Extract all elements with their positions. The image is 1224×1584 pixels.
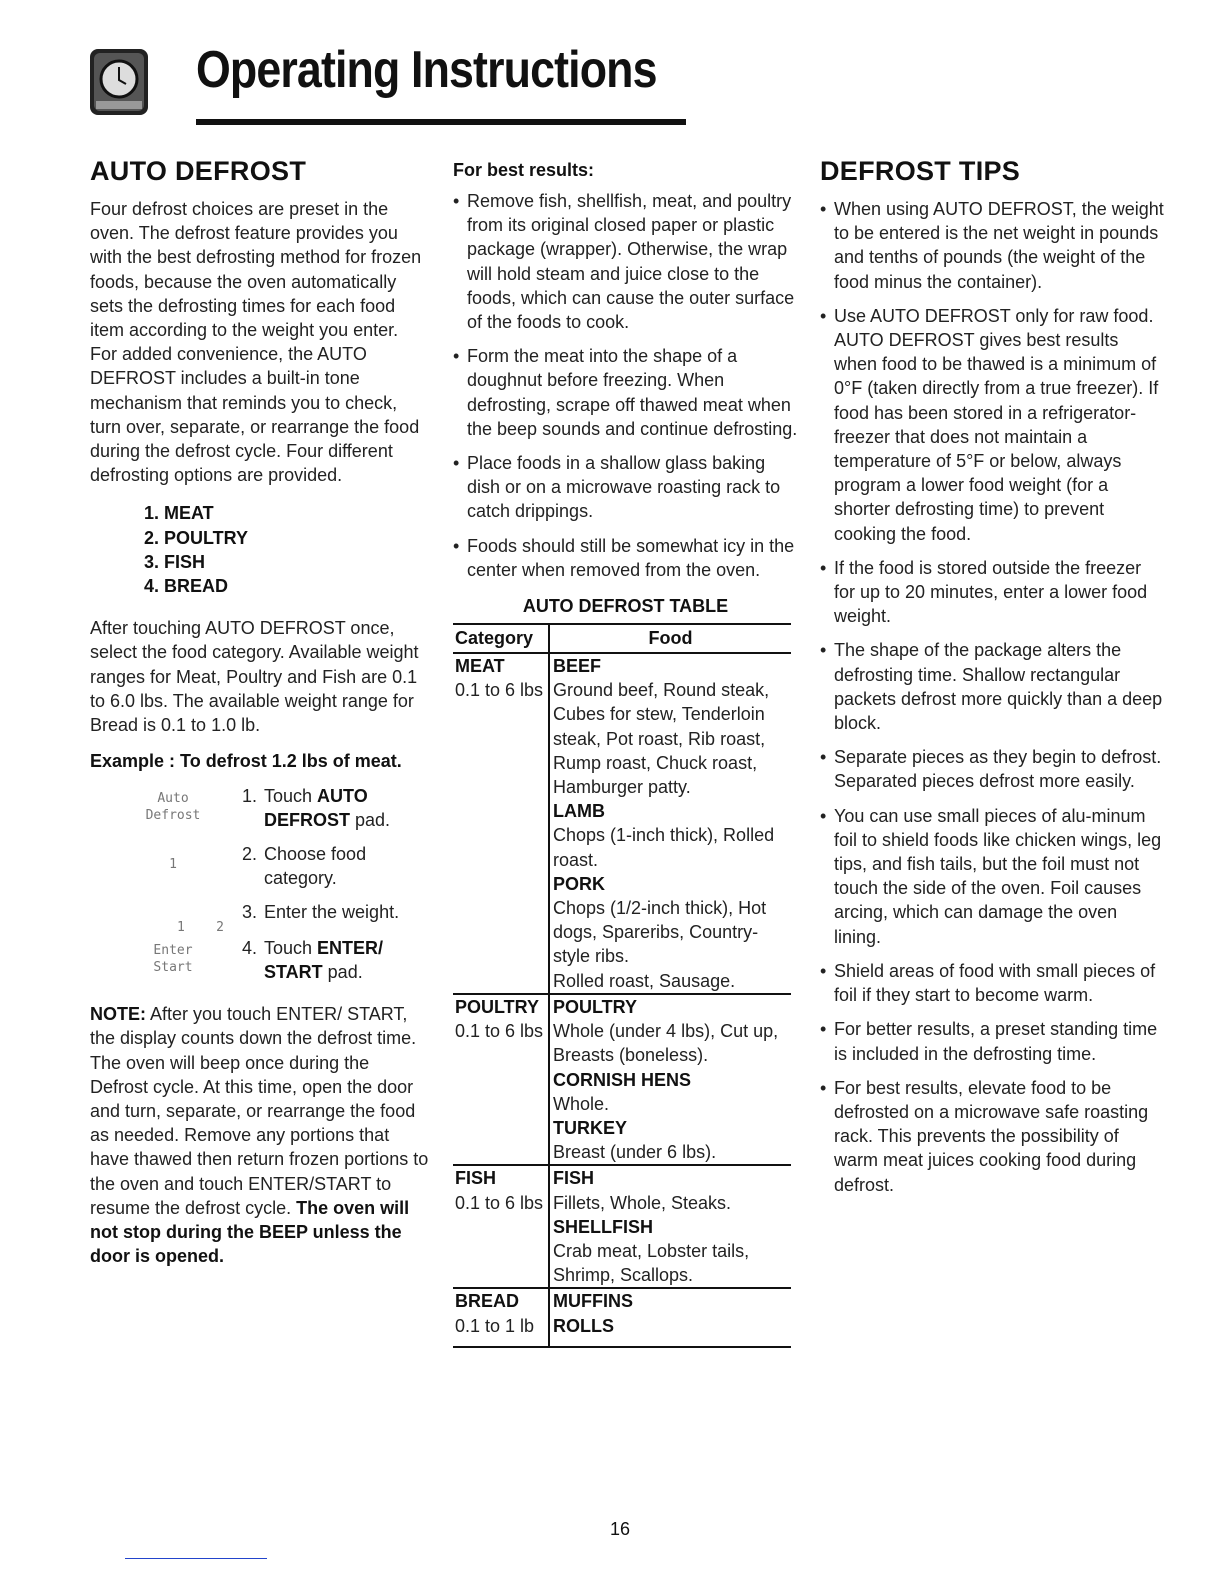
table-title: AUTO DEFROST TABLE xyxy=(522,596,729,617)
middle-column xyxy=(453,160,798,1348)
list-item: • Place foods in a shallow glass baking dish or on a microwave roasting rack to catch drippings. xyxy=(453,451,798,524)
category-name: BREAD xyxy=(455,1291,520,1312)
list-item: • Form the meat into the shape of a doughnut before freezing. When defrosting, scrape off thawed meat when the beep sounds and continue defrosting. xyxy=(453,344,798,441)
table-row: FISH 0.1 to 6 lbs FISH Fillets, Whole, Steaks. SHELLFISH Crab meat, Lobster tails, Shrimp, Scallops. xyxy=(453,1165,791,1288)
category-name: POULTRY xyxy=(455,996,539,1017)
step-text: 1. Touch AUTO DEFROST pad. xyxy=(242,786,391,831)
number-1-key-icon: 1 xyxy=(169,857,177,873)
category-item: 4. BREAD xyxy=(144,576,229,597)
list-item: • Use AUTO DEFROST only for raw food. AUTO DEFROST gives best results when food to be thawed is a minimum of 0°F (taken directly from a true freezer). If food has been stored in a refrigerator-freezer that does not maintain a temperature of 5°F or below, always program a lower food weight (for a shorter defrosting time) to prevent cooking the food. xyxy=(820,304,1165,546)
list-item: • If the food is stored outside the freezer for up to 20 minutes, enter a lower food weight. xyxy=(820,556,1165,629)
defrost-tips-list xyxy=(820,197,1165,1197)
intro-paragraph: Four defrost choices are preset in the oven. The defrost feature provides you with the best defrosting method for frozen foods, because the oven automatically sets the defrosting times for each food item according to the weight you enter. For added convenience, the AUTO DEFROST includes a built-in tone mechanism that reminds you to check, turn over, separate, or rearrange the food during the defrost cycle. Four different defrosting options are provided. xyxy=(90,199,422,486)
category-name: MEAT xyxy=(455,656,505,677)
list-item: • For better results, a preset standing time is included in the defrosting time. xyxy=(820,1017,1165,1065)
auto-defrost-key-icon: Auto Defrost xyxy=(145,791,201,824)
step-text: 3. Enter the weight. xyxy=(242,902,400,923)
category-item: 1. MEAT xyxy=(144,503,214,524)
weight-range: 0.1 to 6 lbs xyxy=(455,1021,544,1042)
weight-range: 0.1 to 6 lbs xyxy=(455,680,544,701)
table-row: MEAT 0.1 to 6 lbs BEEF Ground beef, Round steak, Cubes for stew, Tenderloin steak, Pot roast, Rib roast, Rump roast, Chuck roast, Hamburger patty. LAMB Chops (1-inch thick), Rolled roast. PORK Chops (1/2-inch thick), Hot dogs, Spareribs, Country-style ribs. Rolled roast, Sausage. xyxy=(453,653,791,994)
page-number: 16 xyxy=(609,1519,631,1539)
best-results-list xyxy=(453,189,798,582)
column-header: Category xyxy=(453,624,549,653)
step-text: 4. Touch ENTER/ START pad. xyxy=(242,938,384,983)
category-name: FISH xyxy=(455,1168,497,1189)
weight-range: 0.1 to 1 lb xyxy=(455,1315,535,1336)
list-item: • The shape of the package alters the defrosting time. Shallow rectangular packets defrost more quickly than a deep block. xyxy=(820,638,1165,735)
microwave-clock-icon xyxy=(88,45,150,119)
right-column xyxy=(820,156,1165,1207)
step-1 xyxy=(90,784,430,842)
number-keys-icon: 1 2 xyxy=(176,920,224,936)
list-item: • You can use small pieces of alu-minum foil to shield foods like chicken wings, leg tips, and fish tails, but the foil must not touch the side of the oven. Foil causes arcing, which can damage the oven lining. xyxy=(820,804,1165,949)
category-list xyxy=(144,501,430,598)
enter-start-key-icon: Enter Start xyxy=(153,943,193,976)
list-item: • Foods should still be somewhat icy in the center when removed from the oven. xyxy=(453,534,798,582)
step-2 xyxy=(90,842,430,900)
column-header: Food xyxy=(549,624,791,653)
left-column xyxy=(90,156,430,1269)
page-title: Operating Instructions xyxy=(196,41,657,99)
table-row: BREAD 0.1 to 1 lb MUFFINS ROLLS xyxy=(453,1288,791,1346)
list-item: • Remove fish, shellfish, meat, and poultry from its original closed paper or plastic package (wrapper). Otherwise, the wrap will hold steam and juice close to the foods, which can cause the outer surface of the foods to cook. xyxy=(453,189,798,334)
example-heading: Example : To defrost 1.2 lbs of meat. xyxy=(90,751,402,772)
step-text: 2. Choose food category. xyxy=(242,844,367,889)
table-row: POULTRY 0.1 to 6 lbs POULTRY Whole (under 4 lbs), Cut up, Breasts (boneless). CORNISH HENS Whole. TURKEY Breast (under 6 lbs). xyxy=(453,994,791,1165)
weight-range: 0.1 to 6 lbs xyxy=(455,1192,544,1213)
footer-line xyxy=(125,1558,267,1559)
list-item: • Separate pieces as they begin to defrost. Separated pieces defrost more easily. xyxy=(820,745,1165,793)
step-4 xyxy=(90,936,430,994)
list-item: • Shield areas of food with small pieces of foil if they start to become warm. xyxy=(820,959,1165,1007)
list-item: • When using AUTO DEFROST, the weight to be entered is the net weight in pounds and tenths of pounds (the weight of the food minus the container). xyxy=(820,197,1165,294)
note-paragraph: NOTE: After you touch ENTER/ START, the display counts down the defrost time. The oven will beep once during the Defrost cycle. At this time, open the door and turn, separate, or rearrange the food as needed. Remove any portions that have thawed then return frozen portions to the oven and touch ENTER/START to resume the defrost cycle. The oven will not stop during the BEEP unless the door is opened. xyxy=(90,1004,429,1267)
best-results-heading: For best results: xyxy=(453,160,595,180)
weight-ranges-paragraph: After touching AUTO DEFROST once, select the food category. Available weight ranges for Meat, Poultry and Fish are 0.1 to 6.0 lbs. The available weight range for Bread is 0.1 to 1.0 lb. xyxy=(90,618,419,736)
category-item: 3. FISH xyxy=(144,551,206,572)
defrost-tips-heading: DEFROST TIPS xyxy=(820,156,1021,186)
list-item: • For best results, elevate food to be defrosted on a microwave safe roasting rack. This prevents the possibility of warm meat juices cooking food during defrost. xyxy=(820,1076,1165,1197)
table-header-row xyxy=(453,624,791,653)
title-underline xyxy=(196,119,686,125)
step-3 xyxy=(90,900,430,936)
category-item: 2. POULTRY xyxy=(144,527,249,548)
auto-defrost-table xyxy=(453,623,791,1348)
auto-defrost-heading: AUTO DEFROST xyxy=(90,156,307,186)
